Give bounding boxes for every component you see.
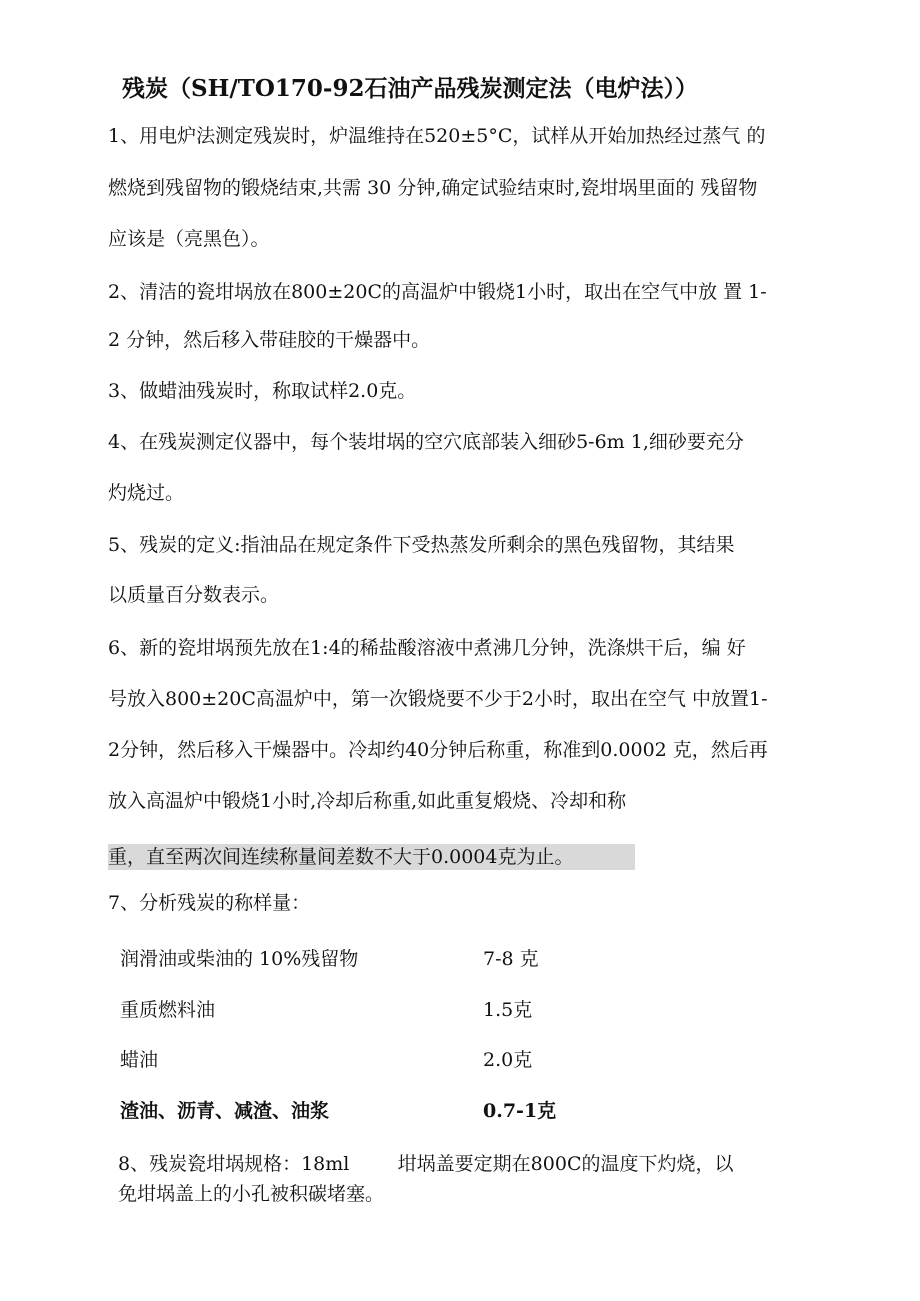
paragraph-6-line: 2分钟，然后移入干燥器中。冷却约40分钟后称重，称准到0.0002 克，然后再 [108, 739, 768, 761]
highlight: 重，直至两次间连续称量间差数不大于0.0004克为止。 [108, 844, 635, 870]
table-amount: 2.0克 [483, 1049, 533, 1071]
paragraph-6-line: 6、新的瓷坩埚预先放在1:4的稀盐酸溶液中煮沸几分钟，洗涤烘干后，编 好 [108, 637, 746, 659]
paragraph-6-highlighted-line [108, 844, 635, 870]
table-item: 润滑油或柴油的 10%残留物 [120, 948, 359, 970]
table-item: 重质燃料油 [120, 999, 216, 1021]
table-item: 渣油、沥青、减渣、油浆 [120, 1100, 330, 1122]
table-amount: 0.7-1克 [483, 1100, 557, 1122]
paragraph-1-line: 应该是（亮黑色）。 [108, 228, 270, 250]
paragraph-3-line: 3、做蜡油残炭时，称取试样2.0克。 [108, 380, 417, 402]
paragraph-5-line: 5、残炭的定义:指油品在规定条件下受热蒸发所剩余的黑色残留物，其结果 [108, 534, 735, 556]
paragraph-1-line: 1、用电炉法测定残炭时，炉温维持在520±5°C，试样从开始加热经过蒸气 的 [108, 125, 766, 147]
paragraph-4-line: 灼烧过。 [108, 482, 185, 504]
paragraph-2-line: 2、清洁的瓷坩埚放在800±20C的高温炉中锻烧1小时，取出在空气中放 置 1- [108, 281, 767, 303]
table-amount: 1.5克 [483, 999, 533, 1021]
paragraph-8-line: 免坩埚盖上的小孔被积碳堵塞。 [118, 1183, 385, 1205]
table-item: 蜡油 [120, 1049, 159, 1071]
table-amount: 7-8 克 [483, 948, 539, 970]
paragraph-5-line: 以质量百分数表示。 [108, 584, 280, 606]
paragraph-1-line: 燃烧到残留物的锻烧结束,共需 30 分钟,确定试验结束时,瓷坩埚里面的 残留物 [108, 177, 758, 199]
paragraph-6-line: 号放入800±20C高温炉中，第一次锻烧要不少于2小时，取出在空气 中放置1- [108, 688, 768, 710]
paragraph-8-line: 8、残炭瓷坩埚规格：18ml 坩埚盖要定期在800C的温度下灼烧，以 [118, 1153, 734, 1175]
document-title: 残炭（SH/TO170-92石油产品残炭测定法（电炉法）） [122, 75, 698, 102]
paragraph-6-line: 放入高温炉中锻烧1小时,冷却后称重,如此重复煅烧、冷却和称 [108, 790, 627, 812]
paragraph-4-line: 4、在残炭测定仪器中，每个装坩埚的空穴底部装入细砂5-6m 1,细砂要充分 [108, 431, 744, 453]
paragraph-7-heading: 7、分析残炭的称样量： [108, 892, 311, 914]
paragraph-2-line: 2 分钟，然后移入带硅胶的干燥器中。 [108, 329, 431, 351]
